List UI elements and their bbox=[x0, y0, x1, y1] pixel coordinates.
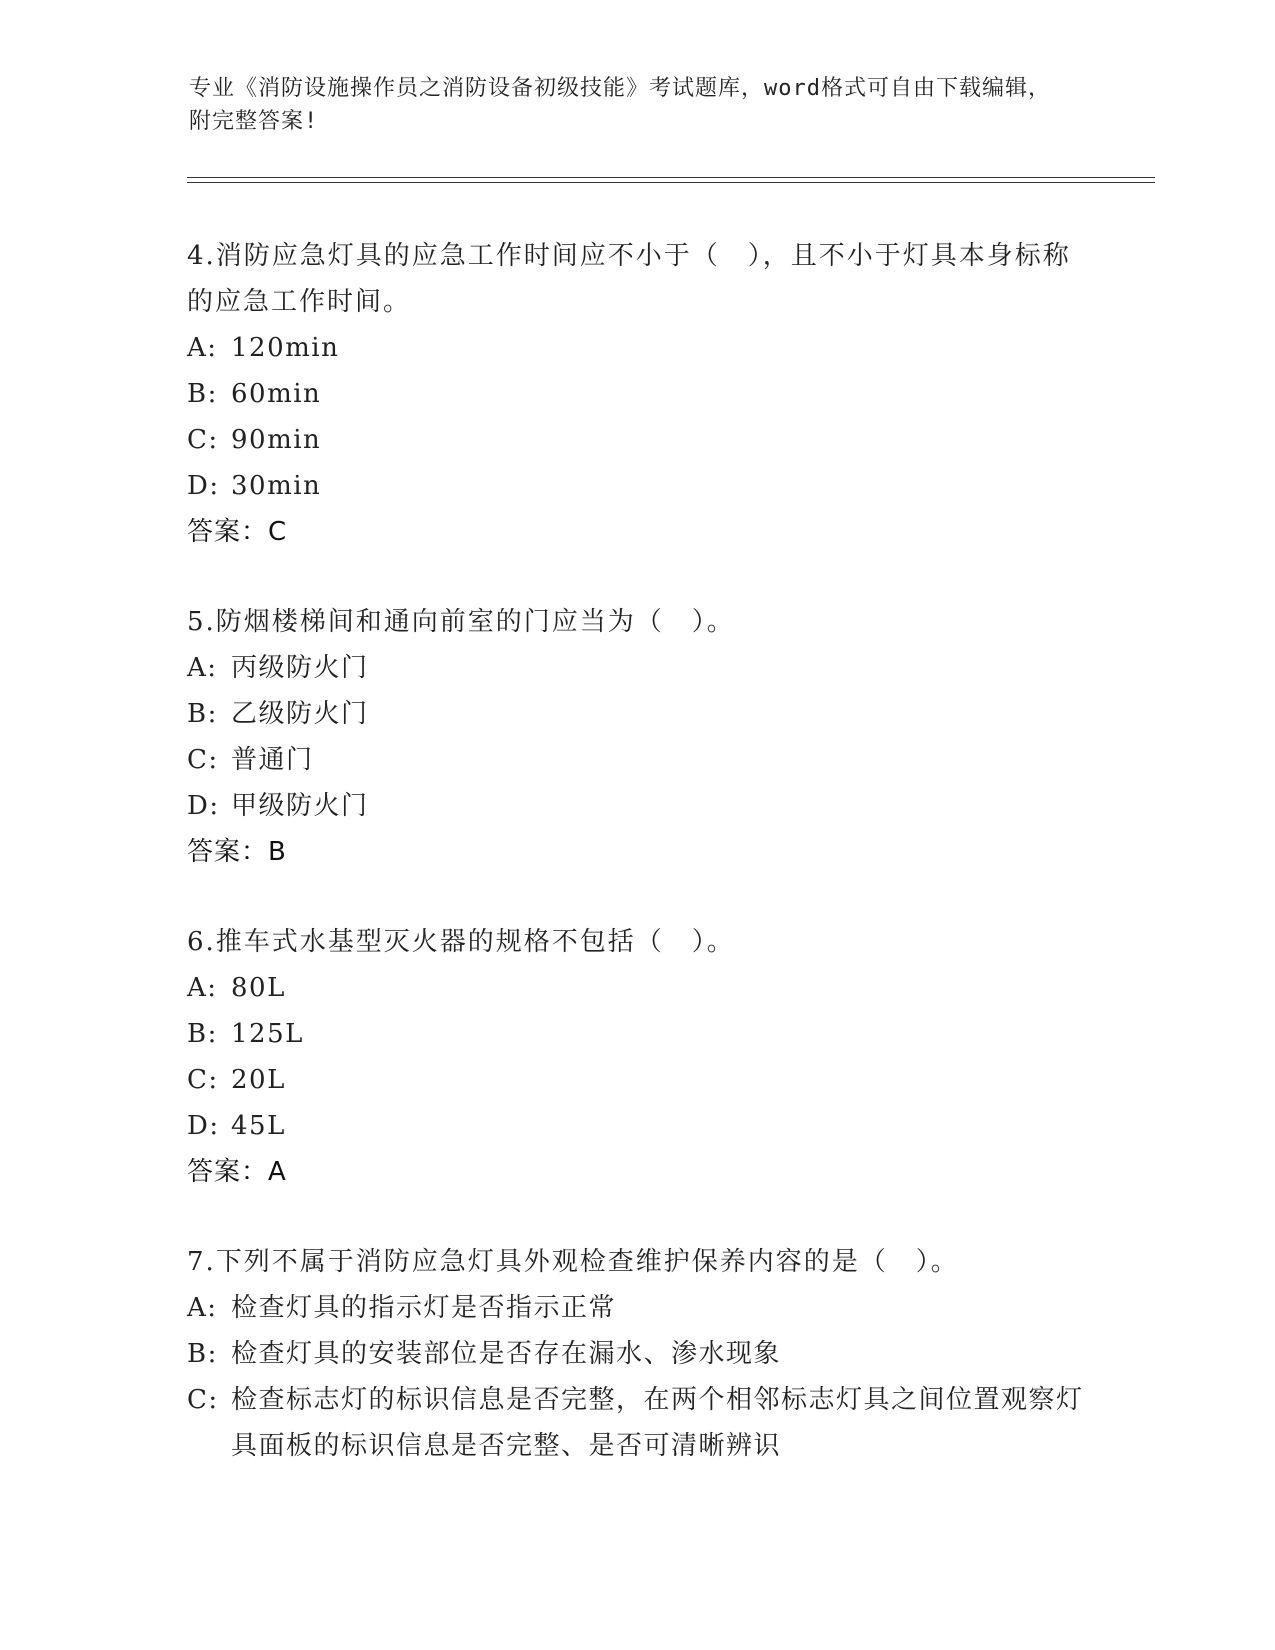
option-b bbox=[187, 371, 1087, 417]
option-text: 45L bbox=[231, 1111, 286, 1141]
header-divider-top bbox=[187, 177, 1155, 178]
option-text: 30min bbox=[231, 471, 322, 501]
answer-line: 答案：B bbox=[187, 837, 287, 867]
option-c bbox=[187, 417, 1087, 463]
option-d bbox=[187, 783, 1087, 829]
option-text: 检查灯具的指示灯是否指示正常 bbox=[231, 1293, 617, 1323]
option-text: 检查灯具的安装部位是否存在漏水、渗水现象 bbox=[231, 1339, 782, 1369]
question-4 bbox=[187, 233, 1087, 555]
option-label: B: bbox=[187, 1339, 218, 1369]
option-a bbox=[187, 965, 1087, 1011]
document-header: 专业《消防设施操作员之消防设备初级技能》考试题库，word格式可自由下载编辑，附完整答案! bbox=[189, 76, 1051, 134]
question-6 bbox=[187, 919, 1087, 1195]
option-text: 乙级防火门 bbox=[231, 699, 369, 729]
option-label: A: bbox=[187, 1293, 218, 1323]
option-c bbox=[187, 737, 1087, 783]
question-stem: 4.消防应急灯具的应急工作时间应不小于（ ），且不小于灯具本身标称的应急工作时间。 bbox=[187, 241, 1071, 317]
option-label: A: bbox=[187, 973, 218, 1003]
option-c bbox=[187, 1057, 1087, 1103]
option-label: D: bbox=[187, 471, 220, 501]
option-a bbox=[187, 1285, 1087, 1331]
question-5 bbox=[187, 599, 1087, 875]
option-text: 普通门 bbox=[231, 745, 314, 775]
option-label: B: bbox=[187, 379, 218, 409]
answer-line: 答案：A bbox=[187, 1157, 287, 1187]
option-label: D: bbox=[187, 791, 220, 821]
option-text: 120min bbox=[231, 333, 340, 363]
option-text: 125L bbox=[231, 1019, 304, 1049]
option-label: C: bbox=[187, 425, 219, 455]
option-text: 90min bbox=[231, 425, 322, 455]
option-text: 60min bbox=[231, 379, 322, 409]
question-stem: 6.推车式水基型灭火器的规格不包括（ ）。 bbox=[187, 927, 735, 957]
option-label: A: bbox=[187, 653, 218, 683]
option-label: B: bbox=[187, 699, 218, 729]
option-a bbox=[187, 325, 1087, 371]
option-text: 检查标志灯的标识信息是否完整，在两个相邻标志灯具之间位置观察灯具面板的标识信息是否完整、是否可清晰辨识 bbox=[231, 1385, 1084, 1461]
option-label: D: bbox=[187, 1111, 220, 1141]
option-text: 甲级防火门 bbox=[231, 791, 369, 821]
option-c bbox=[187, 1377, 1087, 1469]
option-d bbox=[187, 1103, 1087, 1149]
option-b bbox=[187, 1011, 1087, 1057]
option-text: 丙级防火门 bbox=[231, 653, 369, 683]
option-label: C: bbox=[187, 745, 219, 775]
option-d bbox=[187, 463, 1087, 509]
option-text: 20L bbox=[231, 1065, 286, 1095]
option-label: B: bbox=[187, 1019, 218, 1049]
question-7 bbox=[187, 1239, 1087, 1469]
option-label: A: bbox=[187, 333, 218, 363]
option-b bbox=[187, 691, 1087, 737]
question-stem: 7.下列不属于消防应急灯具外观检查维护保养内容的是（ ）。 bbox=[187, 1247, 959, 1277]
option-label: C: bbox=[187, 1065, 219, 1095]
question-stem: 5.防烟楼梯间和通向前室的门应当为（ ）。 bbox=[187, 607, 735, 637]
option-a bbox=[187, 645, 1087, 691]
option-text: 80L bbox=[231, 973, 286, 1003]
answer-line: 答案：C bbox=[187, 517, 288, 547]
header-divider-bottom bbox=[187, 182, 1155, 183]
option-b bbox=[187, 1331, 1087, 1377]
option-label: C: bbox=[187, 1385, 219, 1415]
